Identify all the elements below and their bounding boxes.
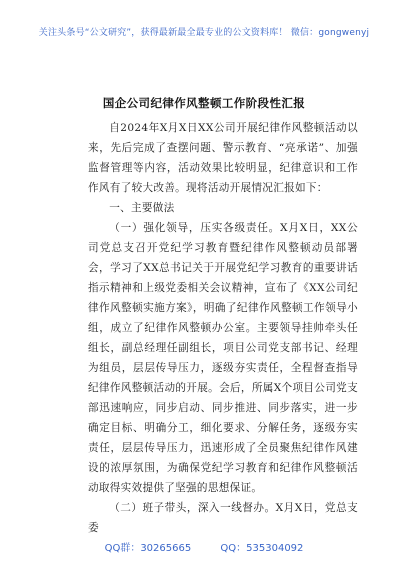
header-banner: 关注头条号“公文研究”，获得最新最全最专业的公文资料库！ 微信：gongwenyj: [38, 28, 370, 38]
paragraph-intro: 自2024年X月X日XX公司开展纪律作风整顿活动以来，先后完成了查摆问题、警示教育、“亮承诺”、加强监督管理等内容，活动效果比较明显，纪律意识和工作作风有了较大改善。现将活动开展情况汇报如下：: [88, 122, 358, 194]
section-heading-main-practices: 一、主要做法: [109, 202, 175, 214]
footer-contact: [0, 539, 408, 554]
qq-group-number: QQ群：30265665: [104, 543, 192, 554]
qq-number: QQ：535304092: [220, 543, 304, 554]
document-title: 国企公司纪律作风整顿工作阶段性汇报: [102, 96, 306, 110]
paragraph-strengthen-leadership: （一）强化领导，压实各级责任。X月X日，XX公司党总支召开党纪学习教育暨纪律作风整顿动员部署会，学习了XX总书记关于开展党纪学习教育的重要讲话指示精神和上级党委相关会议精神，宣布了《XX公司纪律作风整顿实施方案》，明确了纪律作风整顿工作领导小组，成立了纪律作风整顿办公室。主要领导挂帅牵头任组长，副总经理任副组长，项目公司党支部书记、经理为组员，层层传导压力，逐级夯实责任，全程督查指导纪律作风整顿活动的开展。会后，所属X个项目公司党支部迅速响应，同步启动、同步推进、同步落实，进一步确定目标、明确分工，细化要求、分解任务，逐级夯实责任，层层传导压力，迅速形成了全员聚焦纪律作风建设的浓厚氛围，为确保党纪学习教育和纪律作风整顿活动取得实效提供了坚强的思想保证。: [88, 222, 358, 494]
paragraph-leadership-team: （二）班子带头，深入一线督办。X月X日，党总支委: [88, 502, 358, 534]
document-body: [88, 118, 358, 538]
